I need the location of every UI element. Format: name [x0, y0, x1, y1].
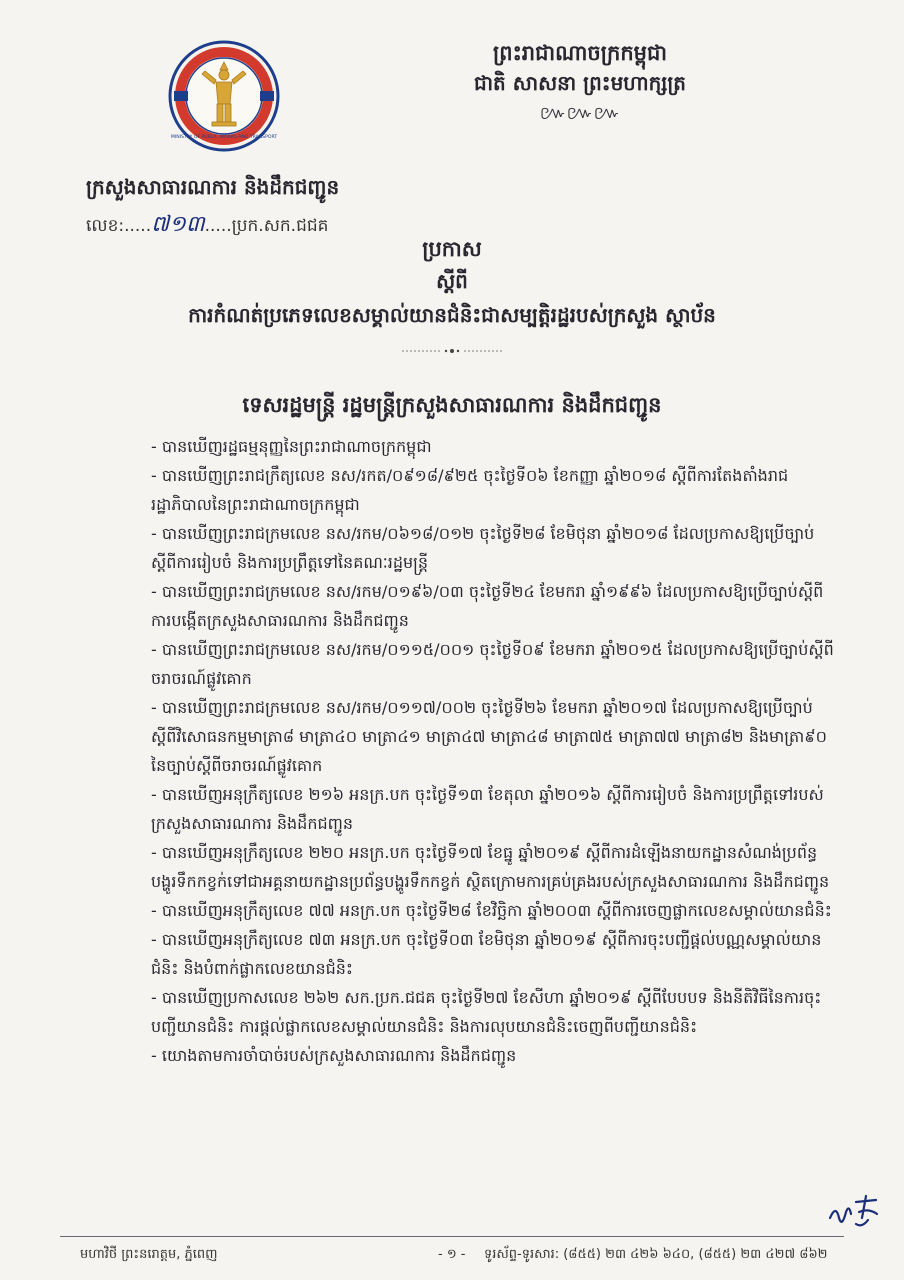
list-item: - បានឃើញព្រះរាជក្រមលេខ នស/រកម/០១១៥/០០១ ចុះថ្ងៃទី០៩ ខែមករា ឆ្នាំ២០១៥ ដែលប្រកាសឱ្យប្រើច្បាប់ស្តីពីចរាចរណ៍ផ្លូវគោក [151, 640, 834, 688]
page-number: - ១ - [438, 1247, 466, 1262]
list-item: - យោងតាមការចាំបាច់របស់ក្រសួងសាធារណការ និងដឹកជញ្ជូន [151, 1046, 517, 1065]
list-item: - បានឃើញអនុក្រឹត្យលេខ ២២០ អនក្រ.បក ចុះថ្ងៃទី១៧ ខែធ្នូ ឆ្នាំ២០១៩ ស្តីពីការដំឡើងនាយកដ្ឋានសំណង់ប្រព័ន្ធបង្ហូរទឹកកខ្វក់ទៅជាអគ្គនាយកដ្ឋានប្រព័ន្ធបង្ហូរទឹកកខ្វក់ ស្ថិតក្រោមការគ្រប់គ្រងរបស់ក្រសួងសាធារណការ និងដឹកជញ្ជូន [151, 843, 830, 891]
kingdom-header [430, 38, 730, 128]
logo-text: MINISTRY OF PUBLIC WORKS AND TRANSPORT [170, 135, 278, 140]
ref-suffix: .....ប្រក.សក.ជជគ [204, 216, 329, 236]
document-type: ប្រកាស [422, 237, 482, 261]
ref-label: លេខ:..... [86, 216, 152, 236]
list-item: - បានឃើញអនុក្រឹត្យលេខ ២១៦ អនក្រ.បក ចុះថ្ងៃទី១៣ ខែតុលា ឆ្នាំ២០១៦ ស្តីពីការរៀបចំ និងការប្រព្រឹត្តទៅរបស់ក្រសួងសាធារណការ និងដឹកជញ្ជូន [151, 785, 824, 833]
footer-phone: ទូរស័ព្ទ-ទូរសារ: (៨៥៥) ២៣ ៤២៦ ៦៤០, (៨៥៥) ២៣ ៤២៧ ៨៦២ [484, 1247, 828, 1262]
ref-number-handwritten: ៧១៣ [151, 212, 205, 237]
footer-address: មហាវិថី ព្រះនរោត្តម, ភ្នំពេញ [80, 1247, 218, 1262]
list-item: - បានឃើញអនុក្រឹត្យលេខ ៧៧ អនក្រ.បក ចុះថ្ងៃទី២៨ ខែវិច្ឆិកា ឆ្នាំ២០០៣ ស្តីពីការចេញផ្លាកលេខសម្គាល់យានជំនិះ [151, 901, 832, 920]
list-item: - បានឃើញអនុក្រឹត្យលេខ ៧៣ អនក្រ.បក ចុះថ្ងៃទី០៣ ខែមិថុនា ឆ្នាំ២០១៩ ស្តីពីការចុះបញ្ជីផ្តល់បណ្ណសម្គាល់យានជំនិះ និងបំពាក់ផ្លាកលេខយានជំនិះ [151, 930, 822, 978]
divider-ornament [402, 347, 502, 355]
issuing-authority: ទេសរដ្ឋមន្ត្រី រដ្ឋមន្ត្រីក្រសួងសាធារណការ និងដឹកជញ្ជូន [242, 393, 662, 417]
list-item: - បានឃើញប្រកាសលេខ ២៦២ សក.ប្រក.ជជគ ចុះថ្ងៃទី២៧ ខែសីហា ឆ្នាំ២០១៩ ស្តីពីបែបបទ និងនីតិវិធីនៃការចុះបញ្ជីយានជំនិះ ការផ្តល់ផ្លាកលេខសម្គាល់យានជំនិះ និងការលុបយានជំនិះចេញពីបញ្ជីយានជំនិះ [151, 988, 822, 1036]
footer-rule [60, 1236, 844, 1237]
document-about: ស្តីពី [436, 269, 468, 293]
list-item: - បានឃើញព្រះរាជក្រមលេខ នស/រកម/០៦១៨/០១២ ចុះថ្ងៃទី២៨ ខែមិថុនា ឆ្នាំ២០១៨ ដែលប្រកាសឱ្យប្រើច្បាប់ស្តីពីការរៀបចំ និងការប្រព្រឹត្តទៅនៃគណៈរដ្ឋមន្ត្រី [151, 524, 815, 572]
list-item: - បានឃើញព្រះរាជក្រឹត្យលេខ នស/រកត/០៩១៨/៩២៥ ចុះថ្ងៃទី០៦ ខែកញ្ញា ឆ្នាំ២០១៨ ស្តីពីការតែងតាំងរាជរដ្ឋាភិបាលនៃព្រះរាជាណាចក្រកម្ពុជា [151, 466, 789, 514]
list-item: - បានឃើញព្រះរាជក្រមលេខ នស/រកម/០១៩៦/០៣ ចុះថ្ងៃទី២៤ ខែមករា ឆ្នាំ១៩៩៦ ដែលប្រកាសឱ្យប្រើច្បាប់ស្តីពីការបង្កើតក្រសួងសាធារណការ និងដឹកជញ្ជូន [151, 582, 824, 630]
document-subject: ការកំណត់ប្រភេទលេខសម្គាល់យានជំនិះជាសម្បត្តិរដ្ឋរបស់ក្រសួង ស្ថាប័ន [188, 303, 716, 327]
initials-signature [826, 1192, 890, 1234]
ministry-name: ក្រសួងសាធារណការ និងដឹកជញ្ជូន [86, 175, 340, 199]
national-motto: ជាតិ សាសនា ព្រះមហាក្សត្រ [474, 71, 686, 95]
kingdom-name: ព្រះរាជាណាចក្រកម្ពុជា [492, 41, 667, 65]
list-item: - បានឃើញរដ្ឋធម្មនុញ្ញនៃព្រះរាជាណាចក្រកម្ពុជា [151, 437, 432, 456]
ministry-logo [168, 40, 280, 152]
list-item: - បានឃើញព្រះរាជក្រមលេខ នស/រកម/០១១៧/០០២ ចុះថ្ងៃទី២៦ ខែមករា ឆ្នាំ២០១៧ ដែលប្រកាសឱ្យប្រើច្បាប់ស្តីពីវិសោធនកម្មមាត្រា៨ មាត្រា៤០ មាត្រា៤១ មាត្រា៤៧ មាត្រា៤៨ មាត្រា៧៥ មាត្រា៧៧ មាត្រា៨២ និងមាត្រា៩០ នៃច្បាប់ស្តីពីចរាចរណ៍ផ្លូវគោក [151, 698, 827, 775]
motto-ornament: ៚៚៚ [539, 102, 621, 124]
preamble-list [138, 432, 838, 1070]
